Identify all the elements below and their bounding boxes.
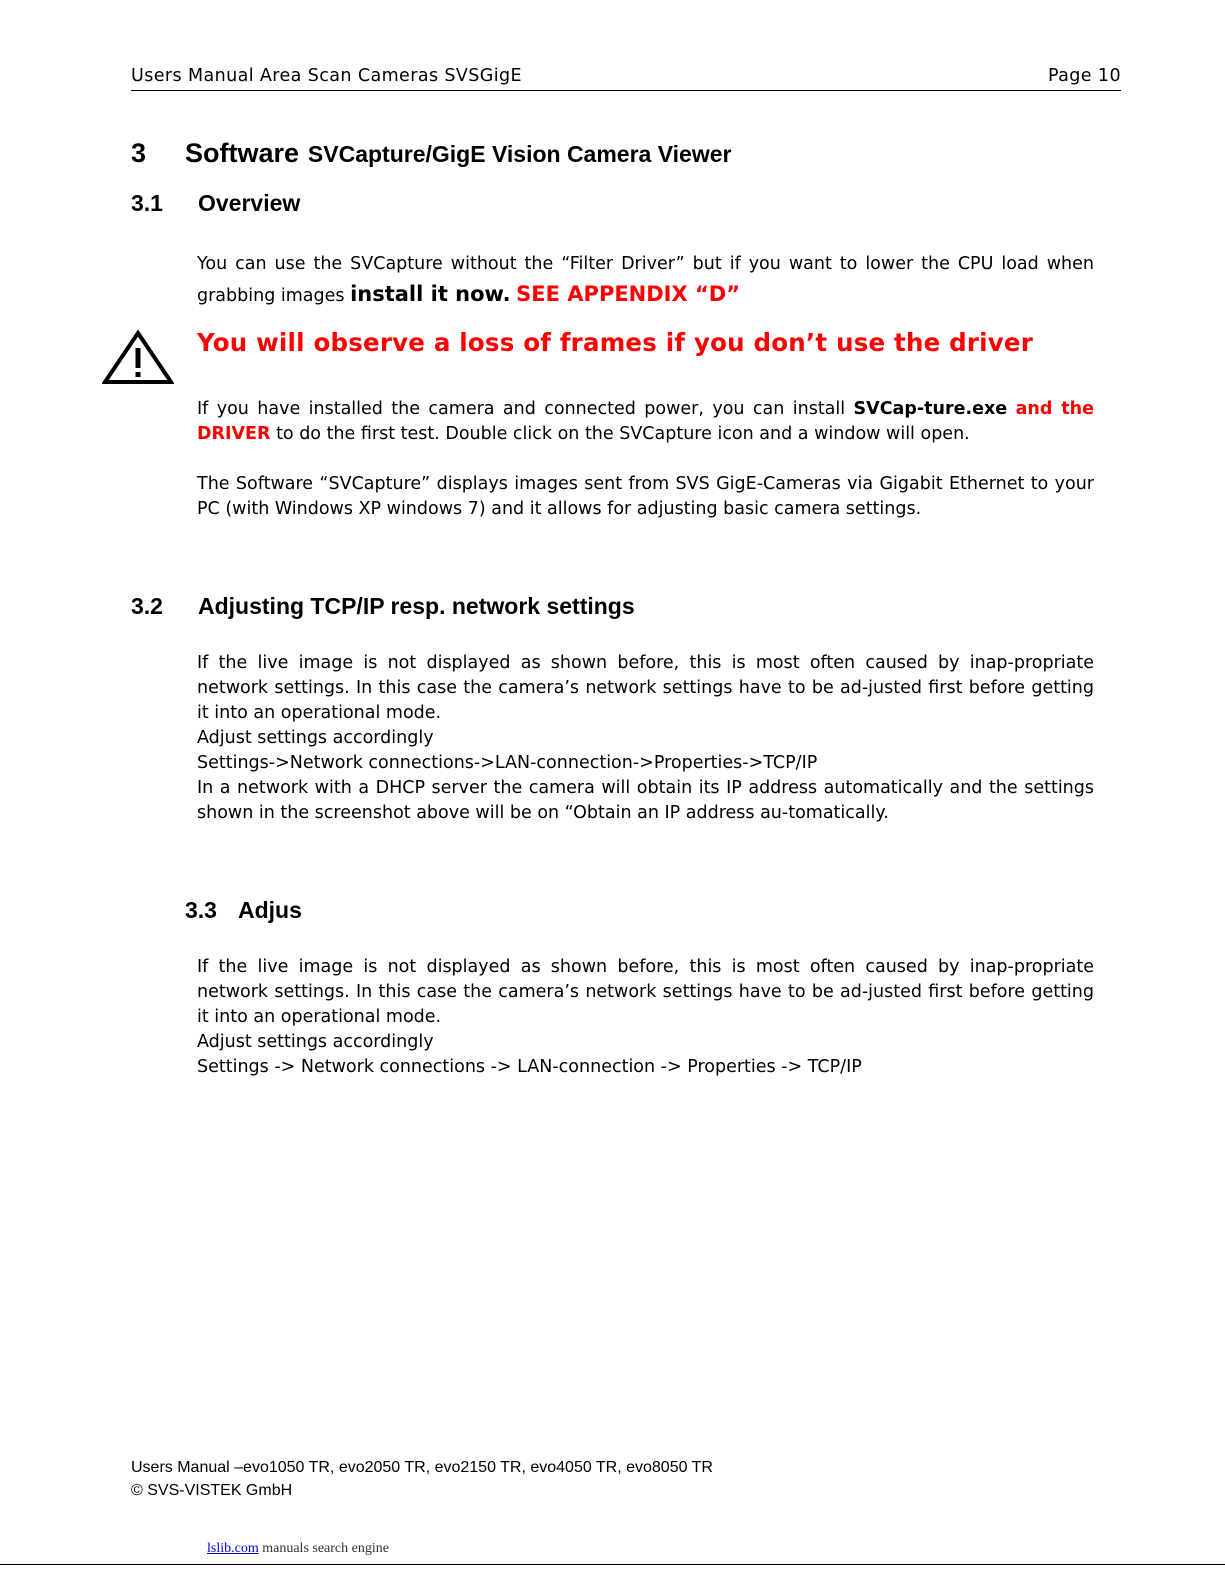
section-title: Overview (198, 190, 301, 216)
section-heading-overview (131, 190, 300, 217)
tcpip-para-4: In a network with a DHCP server the camera will obtain its IP address automatically and the settings shown in the screenshot above will be on “Obtain an IP address au-tomatically. (197, 778, 1094, 823)
section-title: Adjus (238, 897, 302, 923)
software-description: The Software “SVCapture” displays images sent from SVS GigE-Cameras via Gigabit Ethernet to your PC (with Windows XP windows 7) and it allows for adjusting basic camera settings. (197, 474, 1094, 519)
chapter-number: 3 (131, 138, 147, 168)
chapter-title-rest: SVCapture/GigE Vision Camera Viewer (307, 141, 732, 167)
tcpip-para-3: Settings->Network connections->LAN-connection->Properties->TCP/IP (197, 753, 818, 773)
install-text-1: If you have installed the camera and connected power, you can install (197, 399, 854, 419)
section-title: Adjusting TCP/IP resp. network settings (198, 593, 635, 619)
and-the-driver: and the DRIVER (197, 399, 1094, 444)
svcapture-exe: SVCap-ture.exe (853, 399, 1008, 419)
appendix-reference: SEE APPENDIX “D” (516, 282, 741, 306)
section-number: 3.3 (185, 897, 217, 923)
bottom-banner-text: manuals search engine (258, 1541, 389, 1556)
warning-text: You will observe a loss of frames if you don’t use the driver (197, 328, 1034, 357)
lslib-link[interactable]: lslib.com (207, 1541, 259, 1556)
install-text-2: to do the first test. Double click on the SVCapture icon and a window will open. (270, 424, 970, 444)
page-header (131, 66, 1121, 91)
tcpip-para-2: Adjust settings accordingly (197, 728, 434, 748)
overview-paragraph (197, 249, 1094, 311)
footer-models: Users Manual –evo1050 TR, evo2050 TR, evo2150 TR, evo4050 TR, evo8050 TR (131, 1459, 713, 1476)
footer-copyright: © SVS-VISTEK GmbH (131, 1482, 293, 1499)
bottom-divider (0, 1564, 1225, 1565)
install-now-text: install it now. (350, 282, 511, 306)
overview-text: You can use the SVCapture without the “Filter Driver” but if you want to lower the CPU load when grabbing images (197, 254, 1094, 306)
adjus-para-2: Adjust settings accordingly (197, 1032, 434, 1052)
header-title: Users Manual Area Scan Cameras SVSGigE (131, 66, 522, 86)
section-heading-tcpip (131, 593, 635, 620)
chapter-heading (131, 133, 731, 170)
section-number: 3.1 (131, 190, 163, 216)
page-number: Page 10 (1048, 66, 1121, 86)
chapter-title-large: Software (185, 138, 300, 168)
section-heading-adjus (185, 897, 302, 924)
bottom-banner (207, 1541, 389, 1557)
adjus-para-1: If the live image is not displayed as shown before, this is most often caused by inap-propriate network settings. In this case the camera’s network settings have to be ad-justed first before getting it into an operational mode. (197, 957, 1094, 1027)
tcpip-para-1: If the live image is not displayed as shown before, this is most often caused by inap-propriate network settings. In this case the camera’s network settings have to be ad-justed first before getting it into an operational mode. (197, 653, 1094, 723)
adjus-para-3: Settings -> Network connections -> LAN-connection -> Properties -> TCP/IP (197, 1057, 862, 1077)
warning-triangle-icon (102, 330, 174, 386)
section-number: 3.2 (131, 593, 163, 619)
install-paragraph (197, 397, 1094, 447)
